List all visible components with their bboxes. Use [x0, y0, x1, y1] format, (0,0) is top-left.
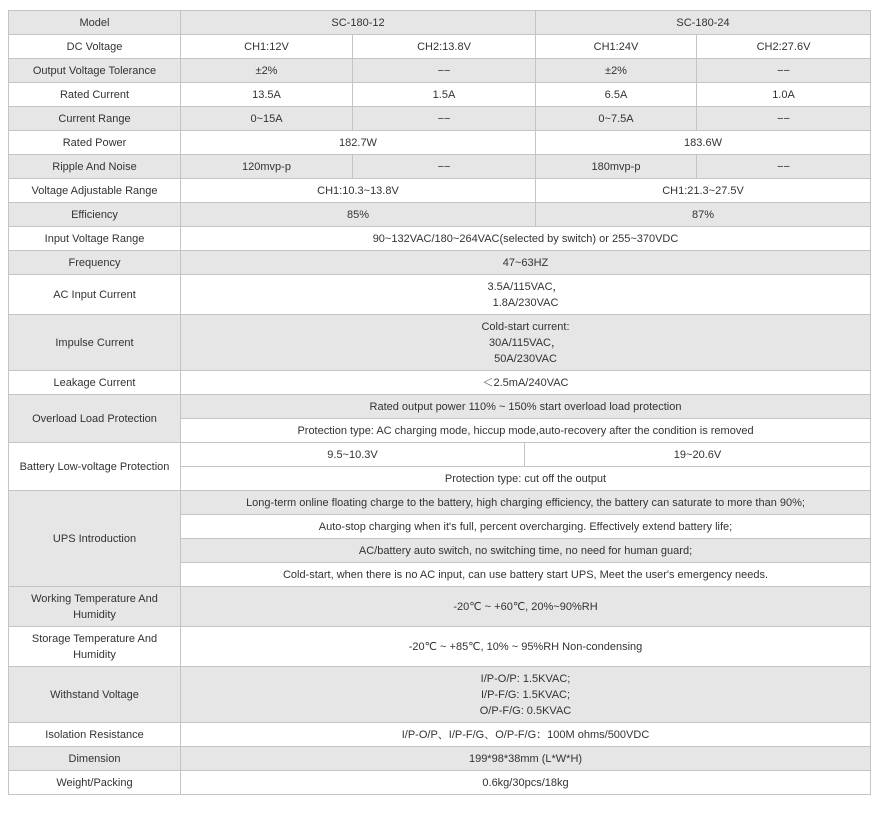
battery-low-24: 19~20.6V	[525, 443, 871, 467]
ups-line-2: Auto-stop charging when it's full, percent overcharging. Effectively extend battery life;	[181, 515, 871, 539]
efficiency-24: 87%	[536, 203, 871, 227]
table-row-working-temp	[9, 587, 871, 627]
row-label-input-voltage: Input Voltage Range	[9, 227, 181, 251]
row-label-efficiency: Efficiency	[9, 203, 181, 227]
current-range-ch1-24: 0~7.5A	[536, 107, 697, 131]
frequency-value: 47~63HZ	[181, 251, 871, 275]
row-label-ripple: Ripple And Noise	[9, 155, 181, 179]
dc-voltage-ch2-24: CH2:27.6V	[697, 35, 871, 59]
row-label-weight: Weight/Packing	[9, 771, 181, 795]
row-label-rated-power: Rated Power	[9, 131, 181, 155]
table-row-isolation	[9, 723, 871, 747]
model-sc-180-24: SC-180-24	[536, 11, 871, 35]
table-row-leakage	[9, 371, 871, 395]
leakage-value: ＜2.5mA/240VAC	[181, 371, 871, 395]
table-row-adjustable-range	[9, 179, 871, 203]
row-label-battery-low: Battery Low-voltage Protection	[9, 443, 181, 491]
spec-table	[8, 10, 871, 795]
ups-line-1: Long-term online floating charge to the battery, high charging efficiency, the battery can saturate to more than 90%;	[181, 491, 871, 515]
table-row-withstand	[9, 667, 871, 723]
model-sc-180-12: SC-180-12	[181, 11, 536, 35]
current-range-ch2-24: −−	[697, 107, 871, 131]
impulse-line-3: 50A/230VAC	[494, 352, 557, 365]
table-row-rated-power	[9, 131, 871, 155]
table-row-dimension	[9, 747, 871, 771]
row-label-dimension: Dimension	[9, 747, 181, 771]
table-row-frequency	[9, 251, 871, 275]
table-row-battery-low-1	[9, 443, 871, 467]
row-label-adjustable-range: Voltage Adjustable Range	[9, 179, 181, 203]
table-row-current-range	[9, 107, 871, 131]
row-label-storage-temp: Storage Temperature And Humidity	[9, 627, 181, 667]
ripple-ch2-12: −−	[353, 155, 536, 179]
withstand-line-2: I/P-F/G: 1.5KVAC;	[480, 688, 571, 701]
ripple-ch1-24: 180mvp-p	[536, 155, 697, 179]
rated-power-12: 182.7W	[181, 131, 536, 155]
adjustable-range-24: CH1:21.3~27.5V	[536, 179, 871, 203]
tolerance-ch2-24: −−	[697, 59, 871, 83]
table-row-ripple	[9, 155, 871, 179]
impulse-line-1: Cold-start current:	[481, 320, 570, 333]
table-row-dc-voltage	[9, 35, 871, 59]
table-row-ac-current	[9, 275, 871, 315]
efficiency-12: 85%	[181, 203, 536, 227]
overload-line-1: Rated output power 110% ~ 150% start overload load protection	[181, 395, 871, 419]
row-label-current-range: Current Range	[9, 107, 181, 131]
row-label-ac-current: AC Input Current	[9, 275, 181, 315]
rated-power-24: 183.6W	[536, 131, 871, 155]
row-label-dc-voltage: DC Voltage	[9, 35, 181, 59]
dc-voltage-ch2-12: CH2:13.8V	[353, 35, 536, 59]
ac-current-value	[181, 275, 871, 315]
tolerance-ch2-12: −−	[353, 59, 536, 83]
table-row-ups-1	[9, 491, 871, 515]
dc-voltage-ch1-24: CH1:24V	[536, 35, 697, 59]
table-row-tolerance	[9, 59, 871, 83]
table-row-input-voltage	[9, 227, 871, 251]
row-label-rated-current: Rated Current	[9, 83, 181, 107]
isolation-value: I/P-O/P、I/P-F/G、O/P-F/G：100M ohms/500VDC	[181, 723, 871, 747]
table-row-impulse	[9, 315, 871, 371]
adjustable-range-12: CH1:10.3~13.8V	[181, 179, 536, 203]
row-label-impulse: Impulse Current	[9, 315, 181, 371]
row-label-tolerance: Output Voltage Tolerance	[9, 59, 181, 83]
tolerance-ch1-24: ±2%	[536, 59, 697, 83]
table-row-model	[9, 11, 871, 35]
withstand-line-3: O/P-F/G: 0.5KVAC	[479, 704, 572, 717]
tolerance-ch1-12: ±2%	[181, 59, 353, 83]
row-label-ups: UPS Introduction	[9, 491, 181, 587]
row-label-working-temp: Working Temperature And Humidity	[9, 587, 181, 627]
row-label-overload: Overload Load Protection	[9, 395, 181, 443]
ups-line-4: Cold-start, when there is no AC input, can use battery start UPS, Meet the user's emergency needs.	[181, 563, 871, 587]
current-range-ch2-12: −−	[353, 107, 536, 131]
ripple-ch1-12: 120mvp-p	[181, 155, 353, 179]
table-row-efficiency	[9, 203, 871, 227]
rated-current-ch1-24: 6.5A	[536, 83, 697, 107]
working-temp-value: -20℃ ~ +60℃, 20%~90%RH	[181, 587, 871, 627]
storage-temp-value: -20℃ ~ +85℃, 10% ~ 95%RH Non-condensing	[181, 627, 871, 667]
battery-low-type: Protection type: cut off the output	[181, 467, 871, 491]
table-row-rated-current	[9, 83, 871, 107]
row-label-withstand: Withstand Voltage	[9, 667, 181, 723]
row-label-leakage: Leakage Current	[9, 371, 181, 395]
table-row-storage-temp	[9, 627, 871, 667]
overload-line-2: Protection type: AC charging mode, hiccup mode,auto-recovery after the condition is removed	[181, 419, 871, 443]
rated-current-ch2-24: 1.0A	[697, 83, 871, 107]
table-row-overload-1	[9, 395, 871, 419]
battery-low-12: 9.5~10.3V	[181, 443, 525, 467]
ups-line-3: AC/battery auto switch, no switching time, no need for human guard;	[181, 539, 871, 563]
withstand-line-1: I/P-O/P: 1.5KVAC;	[480, 672, 571, 685]
withstand-value	[181, 667, 871, 723]
impulse-line-2: 30A/115VAC，	[489, 336, 562, 349]
table-row-weight	[9, 771, 871, 795]
dimension-value: 199*98*38mm (L*W*H)	[181, 747, 871, 771]
ac-current-line-2: 1.8A/230VAC	[492, 296, 559, 309]
dc-voltage-ch1-12: CH1:12V	[181, 35, 353, 59]
rated-current-ch1-12: 13.5A	[181, 83, 353, 107]
impulse-value	[181, 315, 871, 371]
row-label-isolation: Isolation Resistance	[9, 723, 181, 747]
row-label-model: Model	[9, 11, 181, 35]
row-label-frequency: Frequency	[9, 251, 181, 275]
weight-value: 0.6kg/30pcs/18kg	[181, 771, 871, 795]
input-voltage-value: 90~132VAC/180~264VAC(selected by switch) or 255~370VDC	[181, 227, 871, 251]
current-range-ch1-12: 0~15A	[181, 107, 353, 131]
ripple-ch2-24: −−	[697, 155, 871, 179]
rated-current-ch2-12: 1.5A	[353, 83, 536, 107]
ac-current-line-1: 3.5A/115VAC，	[487, 280, 564, 293]
